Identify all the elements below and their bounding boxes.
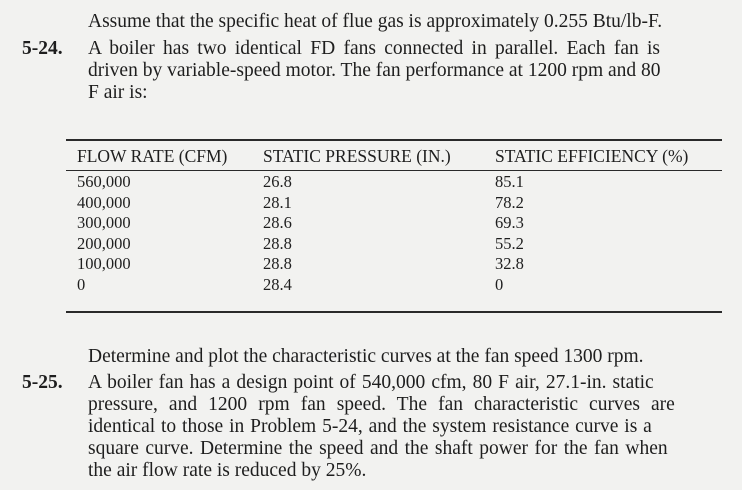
cell-efficiency: 32.8 (495, 254, 524, 273)
cell-efficiency: 69.3 (495, 213, 524, 232)
cell-flow: 560,000 (77, 172, 131, 191)
problem-5-25-line: the air flow rate is reduced by 25%. (88, 460, 367, 481)
problem-5-25-line: identical to those in Problem 5-24, and the system resistance curve is a (88, 416, 652, 437)
cell-pressure: 28.4 (263, 274, 292, 294)
cell-flow: 0 (77, 274, 86, 294)
cell-flow: 100,000 (77, 254, 131, 273)
determine-text: Determine and plot the characteristic curves at the fan speed 1300 rpm. (88, 346, 644, 367)
table-bottom-rule (66, 311, 722, 313)
problem-number-5-24: 5-24. (22, 38, 63, 59)
cell-pressure: 28.8 (263, 233, 292, 253)
cell-flow: 400,000 (77, 192, 131, 212)
cell-efficiency: 78.2 (495, 192, 524, 212)
problem-5-25-line: square curve. Determine the speed and the shaft power for the fan when (88, 438, 668, 459)
problem-5-24-line: driven by variable-speed motor. The fan performance at 1200 rpm and 80 (88, 60, 661, 81)
problem-5-24-line: A boiler has two identical FD fans connected in parallel. Each fan is (88, 38, 661, 59)
cell-efficiency: 85.1 (495, 172, 524, 191)
table-header-rule (66, 170, 722, 171)
table-top-rule (66, 139, 722, 141)
problem-5-24-line: F air is: (88, 82, 148, 103)
cell-pressure: 28.6 (263, 213, 292, 232)
header-flow-rate: FLOW RATE (CFM) (77, 146, 228, 166)
cell-flow: 200,000 (77, 233, 131, 253)
cell-efficiency: 55.2 (495, 233, 524, 253)
cell-pressure: 26.8 (263, 172, 292, 191)
header-static-efficiency: STATIC EFFICIENCY (%) (495, 146, 689, 166)
cell-efficiency: 0 (495, 274, 504, 294)
header-static-pressure: STATIC PRESSURE (IN.) (263, 146, 451, 166)
cell-pressure: 28.8 (263, 254, 292, 273)
problem-5-25-line: A boiler fan has a design point of 540,000 cfm, 80 F air, 27.1-in. static (88, 372, 654, 393)
cell-pressure: 28.1 (263, 192, 292, 212)
problem-number-5-25: 5-25. (22, 372, 63, 393)
cell-flow: 300,000 (77, 213, 131, 232)
problem-5-25-line: pressure, and 1200 rpm fan speed. The fan characteristic curves are (88, 394, 675, 415)
intro-text: Assume that the specific heat of flue gas is approximately 0.255 Btu/lb-F. (88, 11, 663, 32)
